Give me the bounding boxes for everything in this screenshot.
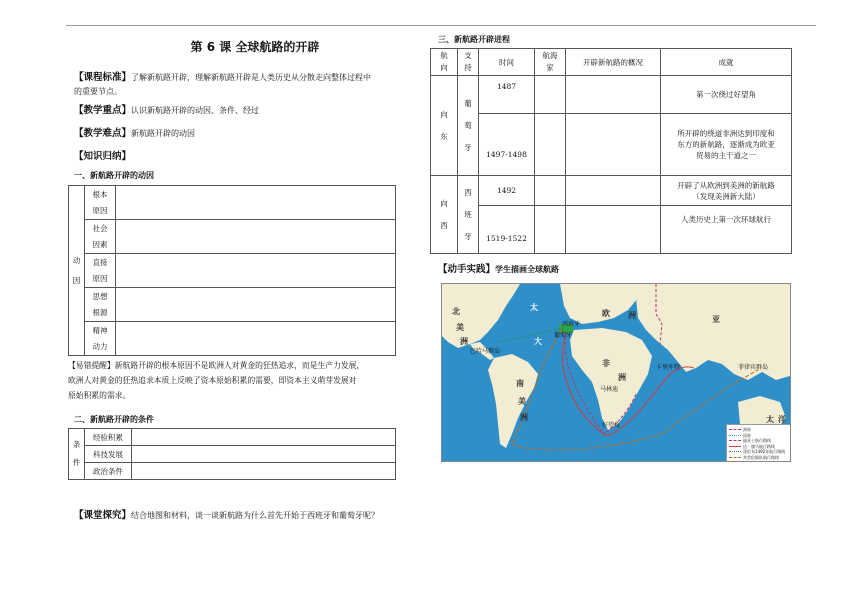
condition-row-label: 经验积累 bbox=[85, 429, 132, 446]
east-result-1: 第一次绕过好望角 bbox=[661, 76, 792, 114]
label-calicut: 卡里库特 bbox=[656, 364, 681, 371]
label-philippines: 菲律宾群岛 bbox=[738, 364, 769, 371]
legend-swatch bbox=[729, 435, 741, 437]
difficulty bbox=[74, 127, 195, 141]
practice-text: 学生描画全球航路 bbox=[495, 265, 560, 274]
difficulty-label: 【教学难点】 bbox=[74, 128, 132, 139]
motive-row-label: 根本 原因 bbox=[85, 186, 116, 220]
legend-item: 达 · 伽马航行路线 bbox=[743, 443, 775, 449]
top-rule bbox=[66, 25, 816, 26]
legend-swatch bbox=[729, 446, 741, 447]
map-char: 北 bbox=[452, 307, 460, 316]
map-char: 太 bbox=[530, 303, 538, 312]
motive-row-label: 精神 动力 bbox=[85, 322, 116, 356]
header-navigator: 航海 家 bbox=[535, 49, 566, 76]
lesson-title: 第 6 课 全球航路的开辟 bbox=[190, 40, 320, 54]
west-time-1: 1492 bbox=[479, 176, 535, 206]
map-char: 洲 bbox=[520, 413, 528, 422]
section1-heading: 一、新航路开辟的动因 bbox=[74, 171, 154, 180]
east-overview-1[interactable] bbox=[566, 76, 661, 114]
section3-heading: 三、新航路开辟进程 bbox=[438, 35, 510, 44]
west-overview-1[interactable] bbox=[566, 176, 661, 206]
map-char: 亚 bbox=[712, 315, 720, 324]
legend-swatch bbox=[729, 457, 741, 459]
motive-answer-cell[interactable] bbox=[116, 220, 396, 254]
header-time: 时间 bbox=[479, 49, 535, 76]
map-char: 洲 bbox=[460, 337, 468, 346]
header-sponsor: 支 持 bbox=[458, 49, 479, 76]
map-char: 洲 bbox=[618, 373, 626, 382]
motive-row-label: 直接 原因 bbox=[85, 254, 116, 288]
legend-item: 麦哲伦船队航行路线 bbox=[743, 454, 779, 460]
error-tip-line-3: 原始积累的需求。 bbox=[68, 391, 131, 400]
east-navigator-1[interactable] bbox=[535, 76, 566, 114]
map-char: 南 bbox=[516, 379, 524, 388]
east-time-2: 1497-1498 bbox=[479, 114, 535, 176]
map-char: 美 bbox=[518, 397, 526, 406]
course-standard-text-1: 了解新航路开辟，理解新航路开辟是人类历史从分散走向整体过程中 bbox=[131, 73, 372, 82]
legend-item: 哥伦布1492年航行路线 bbox=[743, 449, 786, 455]
motive-answer-cell[interactable] bbox=[116, 288, 396, 322]
west-navigator-1[interactable] bbox=[535, 176, 566, 206]
label-portugal: 葡萄牙 bbox=[554, 332, 573, 339]
legend-item: 国界 bbox=[743, 432, 751, 438]
condition-answer-cell[interactable] bbox=[132, 429, 396, 446]
course-standard-text-2: 的重要节点。 bbox=[74, 87, 122, 96]
knowledge-label: 【知识归纳】 bbox=[74, 151, 132, 162]
condition-row-label: 科技发展 bbox=[85, 446, 132, 463]
east-time-1: 1487 bbox=[479, 76, 535, 114]
header-result: 成就 bbox=[661, 49, 792, 76]
motive-answer-cell[interactable] bbox=[116, 322, 396, 356]
west-time-2: 1519-1522 bbox=[479, 206, 535, 254]
voyage-table bbox=[430, 48, 792, 254]
west-result-2: 人类历史上第一次环球航行 bbox=[661, 206, 792, 254]
knowledge-heading bbox=[74, 150, 131, 164]
key-point-text: 认识新航路开辟的动因、条件、经过 bbox=[131, 106, 260, 115]
error-tip-line-2: 欧洲人对黄金的狂热追求本质上反映了资本原始积累的需要，即资本主义萌芽发展对 bbox=[68, 376, 357, 385]
difficulty-text: 新航路开辟的动因 bbox=[131, 129, 196, 138]
inquiry-label: 【课堂探究】 bbox=[74, 510, 132, 521]
world-map bbox=[441, 283, 791, 462]
practice bbox=[438, 263, 559, 277]
error-tip-line-1: 【易错提醒】新航路开辟的根本原因不是欧洲人对黄金的狂热追求，而是生产力发展， bbox=[68, 361, 365, 370]
map-char: 非 bbox=[602, 359, 610, 368]
east-result-2: 所开辟的绕道非洲达到印度和 东方的新航路，逐渐成为欧亚 贸易的主干道之一 bbox=[661, 114, 792, 176]
legend-swatch bbox=[729, 451, 741, 453]
course-standard-label: 【课程标准】 bbox=[74, 72, 132, 83]
inquiry bbox=[74, 509, 379, 523]
section2-heading: 二、新航路开辟的条件 bbox=[74, 415, 154, 424]
map-char: 太 bbox=[766, 415, 774, 424]
condition-table bbox=[68, 428, 396, 480]
label-malindi: 马林迪 bbox=[600, 386, 619, 393]
condition-answer-cell[interactable] bbox=[132, 463, 396, 480]
label-bahamas: 巴哈马群岛 bbox=[470, 348, 501, 355]
condition-answer-cell[interactable] bbox=[132, 446, 396, 463]
map-char: 洋 bbox=[778, 415, 786, 424]
map-char: 洲 bbox=[628, 311, 636, 320]
header-overview: 开辟新航路的概况 bbox=[566, 49, 661, 76]
map-char: 美 bbox=[456, 323, 464, 332]
practice-label: 【动手实践】 bbox=[438, 264, 496, 275]
west-overview-2[interactable] bbox=[566, 206, 661, 254]
east-direction: 向 东 bbox=[431, 76, 458, 176]
legend-swatch bbox=[729, 429, 741, 431]
map-char: 欧 bbox=[602, 309, 610, 318]
east-navigator-2[interactable] bbox=[535, 114, 566, 176]
condition-side-label: 条 件 bbox=[69, 429, 85, 480]
motive-row-label: 社会 因素 bbox=[85, 220, 116, 254]
condition-row-label: 政治条件 bbox=[85, 463, 132, 480]
west-result-1: 开辟了从欧洲到美洲的新航路 （发现美洲新大陆） bbox=[661, 176, 792, 206]
label-cape: 好望角 bbox=[602, 422, 621, 429]
east-country: 葡 萄 牙 bbox=[458, 76, 479, 176]
motive-table bbox=[68, 185, 396, 356]
error-tip bbox=[68, 358, 400, 403]
map-legend bbox=[726, 424, 791, 462]
legend-swatch bbox=[729, 440, 741, 442]
west-navigator-2[interactable] bbox=[535, 206, 566, 254]
motive-side-label: 动 因 bbox=[69, 186, 85, 356]
header-route: 航 向 bbox=[431, 49, 458, 76]
motive-answer-cell[interactable] bbox=[116, 186, 396, 220]
west-direction: 向 西 bbox=[431, 176, 458, 254]
key-point-label: 【教学重点】 bbox=[74, 105, 132, 116]
inquiry-text: 结合地图和材料，谈一谈新航路为什么首先开始于西班牙和葡萄牙呢？ bbox=[131, 511, 380, 520]
course-standard bbox=[74, 71, 414, 99]
map-char: 大 bbox=[534, 337, 542, 346]
legend-item: 洲界 bbox=[743, 427, 751, 432]
label-spain: 西班牙 bbox=[562, 321, 581, 328]
east-overview-2[interactable] bbox=[566, 114, 661, 176]
motive-row-label: 思想 根源 bbox=[85, 288, 116, 322]
legend-item: 迪亚士航行路线 bbox=[743, 438, 771, 444]
key-point bbox=[74, 104, 259, 118]
west-country: 西 班 牙 bbox=[458, 176, 479, 254]
motive-answer-cell[interactable] bbox=[116, 254, 396, 288]
